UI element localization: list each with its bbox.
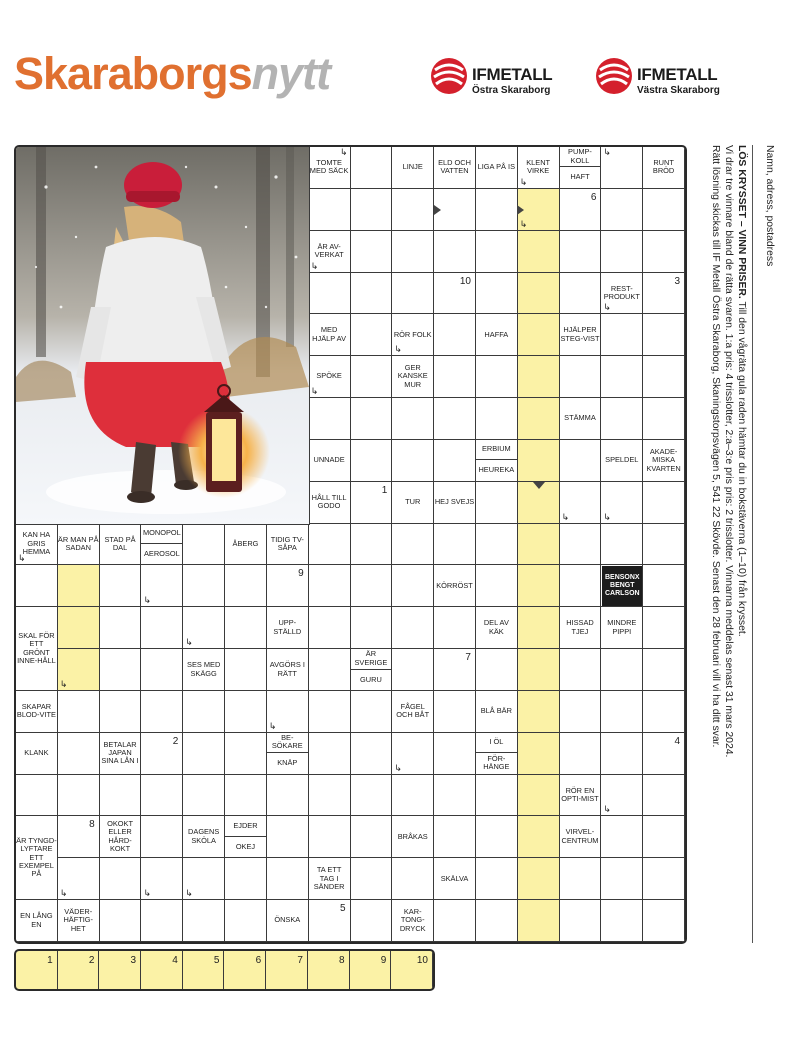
letter-number: 9	[298, 568, 304, 580]
answer-cell[interactable]	[100, 565, 142, 607]
clue-text: HAFT	[570, 172, 590, 182]
clue-cell	[643, 147, 685, 189]
answer-cell[interactable]	[643, 356, 685, 398]
answer-cell[interactable]	[225, 565, 267, 607]
answer-cell[interactable]	[225, 900, 267, 942]
clue-cell	[434, 147, 476, 189]
clue-text: EN LÅNG EN	[20, 911, 53, 929]
prize-instructions: Till den vågräta gula raden hämtar du in bokstäverna (1–10) från krysset.	[736, 301, 747, 637]
answer-cell[interactable]	[392, 231, 434, 273]
clue-text: SKAPAR BLOD-VITE	[16, 701, 56, 720]
clue-cell	[476, 314, 518, 356]
answer-letter-cell[interactable]	[225, 951, 267, 991]
clue-text: HISSAD TJEJ	[566, 618, 594, 636]
answer-letter-number: 5	[213, 955, 220, 966]
answer-cell[interactable]	[476, 356, 518, 398]
pointer-right-icon	[434, 205, 441, 215]
prize-info-sidebar	[686, 145, 776, 943]
answer-cell[interactable]	[476, 858, 518, 900]
answer-cell[interactable]	[434, 775, 476, 817]
answer-letter-number: 7	[297, 955, 303, 966]
answer-letter-cell[interactable]	[308, 951, 350, 991]
clue-cell	[560, 398, 602, 440]
direction-arrow-icon: ↳	[561, 511, 570, 522]
clue-text: HEUREKA	[478, 465, 515, 475]
answer-cell[interactable]	[58, 565, 100, 607]
answer-cell[interactable]	[100, 900, 142, 942]
clue-text: STAD PÅ DAL	[104, 534, 136, 552]
answer-cell[interactable]	[643, 482, 685, 524]
direction-arrow-icon: ↳	[603, 804, 611, 815]
answer-cell[interactable]	[476, 565, 518, 607]
letter-number: 5	[339, 903, 346, 915]
letter-number: 6	[590, 191, 597, 203]
answer-cell[interactable]	[476, 524, 518, 566]
answer-cell[interactable]	[643, 314, 685, 356]
answer-letter-number: 9	[380, 955, 387, 966]
answer-cell[interactable]	[392, 189, 434, 231]
clue-text: SES MED SKÄGG	[187, 660, 221, 678]
clue-cell	[560, 314, 602, 356]
answer-cell[interactable]	[351, 231, 393, 273]
winter-girl-photo	[16, 147, 310, 525]
answer-cell[interactable]	[476, 189, 518, 231]
answer-letter-cell[interactable]	[16, 951, 58, 991]
clue-text: SPÖKE	[316, 371, 342, 381]
pointer-right-icon	[517, 205, 524, 215]
clue-text: RÖR FOLK	[393, 329, 432, 339]
answer-letter-cell[interactable]	[350, 951, 392, 991]
clue-cell	[560, 147, 602, 189]
clue-text: GURU	[360, 674, 382, 684]
answer-cell[interactable]	[351, 398, 393, 440]
answer-cell[interactable]	[351, 900, 393, 942]
answer-cell[interactable]	[100, 858, 142, 900]
clue-text: BETALAR JAPAN SINA LÅN I	[101, 739, 139, 766]
answer-cell[interactable]	[434, 231, 476, 273]
answer-cell[interactable]	[643, 565, 685, 607]
answer-cell[interactable]	[434, 440, 476, 482]
direction-arrow-icon: ↳	[310, 386, 319, 397]
clue-text: HJÄLPER STEG-VIST	[560, 325, 600, 343]
bensonx-line1: BENSONX	[604, 574, 640, 582]
answer-cell[interactable]	[434, 398, 476, 440]
letter-number: 7	[465, 652, 471, 664]
clue-text: MONOPOL	[141, 524, 182, 544]
letter-number: 1	[381, 484, 388, 496]
direction-arrow-icon: ↳	[185, 637, 193, 648]
answer-cell[interactable]	[560, 189, 602, 231]
ifmetall-emblem-icon	[595, 56, 633, 96]
clue-cell	[100, 816, 142, 858]
clue-text: RUNT BRÖD	[652, 158, 675, 176]
name-field-line	[752, 145, 753, 943]
clue-text: SKÄLVA	[440, 873, 469, 883]
answer-cell[interactable]	[476, 273, 518, 315]
clue-text: DEL AV KÄK	[483, 618, 509, 636]
clue-text: KNÄP	[277, 758, 298, 768]
clue-cell	[58, 524, 100, 566]
answer-cell[interactable]	[434, 649, 476, 691]
answer-cell[interactable]	[100, 649, 142, 691]
clue-cell	[476, 440, 518, 482]
answer-cell[interactable]	[560, 273, 602, 315]
answer-cell[interactable]	[434, 691, 476, 733]
bensonx-sponsor	[602, 566, 642, 606]
clue-cell	[267, 524, 309, 566]
clue-text: KLENT VIRKE	[526, 158, 551, 176]
clue-text: AVGÖRS I RÄTT	[269, 660, 305, 678]
prize-line-3: Rätt lösning skickas till IF Metall Östra Skaraborg, Skaningstorpsvägen 5, 541 22 Skövde. Senast den 28 februari vill vi ha ditt svar.	[710, 145, 721, 748]
answer-cell[interactable]	[225, 607, 267, 649]
answer-cell[interactable]	[643, 816, 685, 858]
clue-text: KLANK	[24, 747, 49, 757]
clue-text: MED HJÄLP AV	[312, 325, 346, 343]
clue-text: HÅLL TILL GODO	[311, 492, 347, 511]
answer-cell[interactable]	[351, 607, 393, 649]
clue-cell	[100, 733, 142, 775]
clue-text: PUMP-KOLL	[560, 147, 601, 167]
clue-cell	[434, 565, 476, 607]
answer-cell[interactable]	[601, 231, 643, 273]
clue-text: REST-PRODUKT	[603, 283, 640, 301]
clue-cell	[225, 524, 267, 566]
answer-cell[interactable]	[351, 482, 393, 524]
answer-cell[interactable]	[225, 858, 267, 900]
clue-cell	[601, 147, 643, 189]
answer-cell[interactable]	[476, 900, 518, 942]
answer-cell[interactable]	[643, 900, 685, 942]
answer-cell[interactable]	[643, 607, 685, 649]
clue-text: VÄDER-HÄFTIG-HET	[63, 906, 93, 933]
answer-cell[interactable]	[643, 691, 685, 733]
prize-line-2: Vi drar tre vinnare bland de rätta svaren. 1:a pris: 4 trisslotter, 2:a–3:e pris pris: 2 trisslotter. Vinnarna meddelas senast 31 mars 2024.	[723, 145, 734, 758]
clue-text: AKADE-MISKA KVARTEN	[646, 446, 681, 473]
answer-cell[interactable]	[434, 356, 476, 398]
answer-cell[interactable]	[434, 524, 476, 566]
clue-text: LINJE	[402, 162, 423, 172]
clue-text: OKOKT ELLER HÅRD-KOKT	[107, 819, 133, 854]
answer-cell[interactable]	[351, 356, 393, 398]
clue-text: HEJ SVEJS	[434, 496, 475, 506]
clue-text: BLÅ BÄR	[480, 706, 512, 716]
clue-text: TUR	[405, 496, 421, 506]
pointer-down-icon	[533, 482, 545, 489]
clue-text: DAGENS SKÖLA	[188, 827, 220, 845]
bensonx-line3: CARLSON	[604, 590, 640, 598]
answer-cell[interactable]	[476, 482, 518, 524]
answer-letter-cell[interactable]	[266, 951, 308, 991]
clue-text: MINDRE PIPPI	[607, 618, 637, 636]
answer-letter-number: 2	[88, 955, 95, 966]
answer-cell[interactable]	[225, 733, 267, 775]
answer-cell[interactable]	[560, 356, 602, 398]
clue-text: ÖNSKA	[274, 915, 301, 925]
clue-text: AEROSOL	[143, 549, 180, 558]
clue-text: TIDIG TV-SÅPA	[270, 534, 304, 552]
clue-text: I ÖL	[476, 733, 517, 753]
clue-text: ÄR AV-VERKAT	[314, 241, 344, 260]
answer-cell[interactable]	[225, 775, 267, 817]
clue-cell	[476, 691, 518, 733]
clue-text: ELD OCH VATTEN	[438, 158, 471, 176]
name-field-label: Namn, adress, postadress	[764, 145, 775, 267]
clue-text: OKEJ	[235, 841, 256, 851]
answer-cell[interactable]	[476, 231, 518, 273]
clue-text: KAR-TONG-DRYCK	[399, 906, 426, 933]
clue-cell	[643, 440, 685, 482]
clue-text: EJDER	[225, 816, 266, 836]
direction-arrow-icon: ↳	[143, 595, 151, 606]
logo-subtitle: Östra Skaraborg	[472, 85, 551, 96]
clue-cell	[225, 816, 267, 858]
answer-cell[interactable]	[560, 231, 602, 273]
ifmetall-emblem-icon	[430, 56, 468, 96]
clue-cell	[434, 482, 476, 524]
answer-letter-number: 1	[47, 955, 53, 966]
answer-cell[interactable]	[351, 565, 393, 607]
crossword-grid	[14, 145, 687, 944]
answer-cell[interactable]	[560, 440, 602, 482]
answer-cell[interactable]	[476, 649, 518, 691]
answer-cell[interactable]	[351, 858, 393, 900]
winter-photo-illustration	[16, 147, 309, 524]
clue-cell	[476, 147, 518, 189]
answer-letter-cell[interactable]	[391, 951, 433, 991]
clue-text: ÄR SVERIGE	[351, 649, 392, 669]
masthead-part1: Skaraborgs	[14, 48, 252, 99]
answer-letter-cell[interactable]	[58, 951, 100, 991]
clue-cell	[100, 524, 142, 566]
clue-text: BE-SÖKARE	[267, 733, 308, 753]
answer-cell[interactable]	[183, 524, 225, 566]
answer-cell[interactable]	[351, 733, 393, 775]
clue-cell	[141, 524, 183, 566]
direction-arrow-icon: ↳	[310, 260, 319, 271]
direction-arrow-icon: ↳	[59, 678, 68, 689]
prize-headline: LÖS KRYSSET – VINN PRISER.	[736, 145, 747, 299]
clue-text: TA ETT TAG I SÄNDER	[313, 865, 345, 891]
answer-cell[interactable]	[643, 189, 685, 231]
name-field[interactable]	[752, 145, 776, 943]
answer-cell[interactable]	[434, 607, 476, 649]
direction-arrow-icon: ↳	[603, 511, 611, 522]
clue-text: HAFFA	[484, 329, 509, 339]
direction-arrow-icon: ↳	[603, 147, 611, 157]
clue-cell	[309, 147, 351, 189]
answer-cell[interactable]	[267, 565, 309, 607]
clue-text: ÄR MAN PÅ SADAN	[57, 534, 99, 552]
logo-ifmetall-ostra	[430, 56, 580, 100]
clue-text: BRÅKAS	[397, 831, 428, 841]
direction-arrow-icon: ↳	[519, 218, 528, 229]
answer-cell[interactable]	[100, 775, 142, 817]
letter-number: 10	[459, 275, 471, 287]
direction-arrow-icon: ↳	[519, 176, 528, 187]
bensonx-line2: BENGT	[610, 582, 635, 590]
clue-text: GER KANSKE MUR	[397, 363, 428, 389]
answer-cell[interactable]	[476, 398, 518, 440]
direction-arrow-icon: ↳	[394, 344, 402, 355]
clue-cell	[267, 607, 309, 649]
answer-cell[interactable]	[643, 273, 685, 315]
clue-text: ÅBERG	[232, 538, 259, 548]
answer-cell[interactable]	[225, 649, 267, 691]
letter-number: 2	[172, 735, 179, 747]
answer-cell[interactable]	[100, 691, 142, 733]
direction-arrow-icon: ↳	[143, 888, 151, 899]
clue-text: STÄMMA	[564, 413, 596, 423]
clue-text: UNNADE	[313, 455, 345, 465]
answer-cell[interactable]	[643, 524, 685, 566]
answer-cell[interactable]	[434, 733, 476, 775]
direction-arrow-icon: ↳	[59, 888, 68, 899]
answer-cell[interactable]	[351, 273, 393, 315]
clue-cell	[434, 858, 476, 900]
answer-cell[interactable]	[351, 147, 393, 189]
clue-cell	[267, 649, 309, 691]
answer-cell[interactable]	[476, 816, 518, 858]
clue-text: TOMTE MED SÄCK	[309, 158, 349, 176]
answer-cell[interactable]	[100, 607, 142, 649]
clue-text: SPELDEL	[605, 455, 639, 465]
answer-cell[interactable]	[643, 733, 685, 775]
answer-cell[interactable]	[392, 273, 434, 315]
answer-cell[interactable]	[643, 858, 685, 900]
clue-text: ERBIUM	[476, 440, 517, 460]
direction-arrow-icon: ↳	[18, 553, 26, 564]
clue-text: RÖR EN OPTI-MIST	[561, 785, 599, 804]
answer-cell[interactable]	[351, 314, 393, 356]
answer-letter-cell[interactable]	[183, 951, 225, 991]
answer-letter-number: 6	[255, 955, 262, 966]
letter-number: 3	[674, 275, 680, 287]
answer-letter-number: 3	[130, 955, 137, 966]
answer-cell[interactable]	[351, 691, 393, 733]
direction-arrow-icon: ↳	[603, 302, 611, 313]
answer-cell[interactable]	[434, 314, 476, 356]
answer-letter-cell[interactable]	[141, 951, 183, 991]
answer-letter-cell[interactable]	[99, 951, 141, 991]
masthead-part2: nytt	[251, 48, 331, 99]
logo-title: IFMETALL	[637, 65, 718, 84]
letter-number: 8	[89, 819, 95, 831]
clue-text: SKAL FÖR ETT GRÖNT INNE-HÅLL	[17, 630, 56, 665]
answer-cell[interactable]	[351, 440, 393, 482]
answer-cell[interactable]	[643, 775, 685, 817]
clue-cell	[351, 649, 393, 691]
answer-cell[interactable]	[351, 524, 393, 566]
answer-strip	[14, 949, 435, 991]
masthead	[14, 46, 330, 102]
answer-cell[interactable]	[643, 398, 685, 440]
direction-arrow-icon: ↳	[185, 888, 193, 899]
answer-letter-number: 8	[339, 955, 345, 966]
direction-arrow-icon: ↳	[394, 762, 402, 773]
answer-cell[interactable]	[351, 189, 393, 231]
answer-letter-number: 4	[172, 955, 178, 966]
clue-text: FÅGEL OCH BÅT	[396, 701, 430, 720]
clue-cell	[392, 147, 434, 189]
logo-ifmetall-vastra	[595, 56, 745, 100]
answer-cell[interactable]	[58, 607, 100, 649]
direction-arrow-icon: ↳	[268, 720, 277, 731]
answer-cell[interactable]	[309, 189, 351, 231]
answer-cell[interactable]	[351, 775, 393, 817]
answer-cell[interactable]	[183, 565, 225, 607]
clue-cell	[476, 607, 518, 649]
logo-subtitle: Västra Skaraborg	[637, 85, 720, 96]
clue-text: UPP-STÄLLD	[273, 618, 302, 636]
prize-line-1	[735, 145, 748, 943]
answer-cell[interactable]	[643, 231, 685, 273]
answer-cell[interactable]	[434, 273, 476, 315]
answer-cell[interactable]	[476, 775, 518, 817]
clue-text: KAN HA GRIS HEMMA	[22, 530, 51, 557]
direction-arrow-icon: ↳	[339, 147, 348, 157]
answer-letter-number: 10	[416, 955, 428, 966]
clue-text: VIRVEL-CENTRUM	[561, 827, 599, 845]
answer-cell[interactable]	[434, 900, 476, 942]
answer-cell[interactable]	[601, 189, 643, 231]
letter-number: 4	[674, 735, 680, 747]
clue-text: KÖRRÖST	[436, 580, 473, 590]
clue-text: LIGA PÅ IS	[477, 162, 516, 172]
answer-cell[interactable]	[643, 649, 685, 691]
clue-text: ÄR TYNGD-LYFTARE ETT EXEMPEL PÅ	[16, 835, 57, 879]
answer-cell[interactable]	[434, 816, 476, 858]
answer-cell[interactable]	[351, 816, 393, 858]
logo-title: IFMETALL	[472, 65, 553, 84]
clue-text: FÖR-HÄNGE	[483, 754, 510, 772]
clue-cell	[476, 733, 518, 775]
answer-cell[interactable]	[225, 691, 267, 733]
